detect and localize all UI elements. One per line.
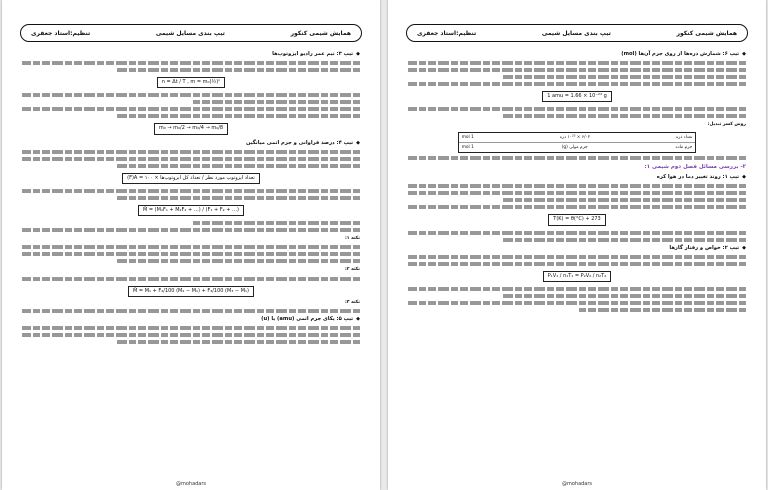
page-header <box>20 24 362 42</box>
section-title: ◆ تیپ ۳: نیم عمر رادیو ایزوتوپ‌ها <box>272 51 360 57</box>
page-content <box>408 48 746 474</box>
header-title: همایش شیمی کنکور <box>290 29 351 37</box>
conversion-title: روش کسر تبدیل: <box>707 122 746 128</box>
table-row: جرم ماده جرم مولی (g) 1 mol <box>461 144 693 150</box>
formula-box: 1 amu = 1.66 × 10⁻²⁴ g <box>542 91 612 102</box>
formula-box: M̄ = M₁ + F₂/100 (M₂ − M₁) + F₃/100 (M₃ − M₁) <box>128 286 254 297</box>
table-row: تعداد ذره ۶/۰۲ × ۱۰²³ ذره 1 mol <box>459 133 696 143</box>
page-left <box>2 0 380 490</box>
page-right <box>388 0 766 490</box>
header-subtitle: تیپ بندی مسایل شیمی <box>155 29 225 37</box>
page-content <box>22 48 360 474</box>
section-title: ◆ تیپ ۶: شمارش ذره‌ها از روی جرم آن‌ها (mol) <box>621 51 746 57</box>
formula-box: n = Δt / T , m = m₀(½)ⁿ <box>157 77 225 88</box>
footer-handle: @mohadars <box>175 481 207 487</box>
header-author: تنظیم:استاد جعفری <box>31 29 91 37</box>
note-label: نکته ۲: <box>344 267 360 273</box>
section-title: ◆ تیپ ۵: یکای جرم اتمی (amu) یا (u) <box>261 316 360 323</box>
formula-box: T(K) = θ(°C) + 273 <box>548 214 605 225</box>
section-title: ◆ تیپ ۴: درصد فراوانی و جرم اتمی میانگین <box>245 139 360 146</box>
header-title: همایش شیمی کنکور <box>676 29 737 37</box>
formula-box: m₀ → m₀/2 → m₀/4 → m₀/8 <box>154 123 228 134</box>
formula-box: P₁V₁ / n₁T₁ = P₂V₂ / n₂T₂ <box>543 271 611 282</box>
note-label: نکته ۳: <box>344 299 360 305</box>
formula-box: (F)A = تعداد ایزوتوپ مورد نظر / تعداد کل ایزوتوپ‌ها × ۱۰۰ <box>122 173 260 184</box>
section-title: ◆ تیپ ۲: خواص و رفتار گازها <box>669 244 746 251</box>
header-author: تنظیم:استاد جعفری <box>417 29 477 37</box>
note-label: نکته ۱: <box>344 236 360 242</box>
conversion-table <box>458 132 697 153</box>
formula-box: M̄ = (M₁F₁ + M₂F₂ + …) / (F₁ + F₂ + …) <box>138 205 244 216</box>
header-subtitle: تیپ بندی مسایل شیمی <box>541 29 611 37</box>
section-title: ◆ تیپ ۱: روند تغییر دما در هوا کره <box>656 174 746 181</box>
chapter-title: ۲- بررسی مسائل فصل دوم شیمی ۱: <box>644 164 746 171</box>
page-header <box>406 24 748 42</box>
footer-handle: @mohadars <box>561 481 593 487</box>
